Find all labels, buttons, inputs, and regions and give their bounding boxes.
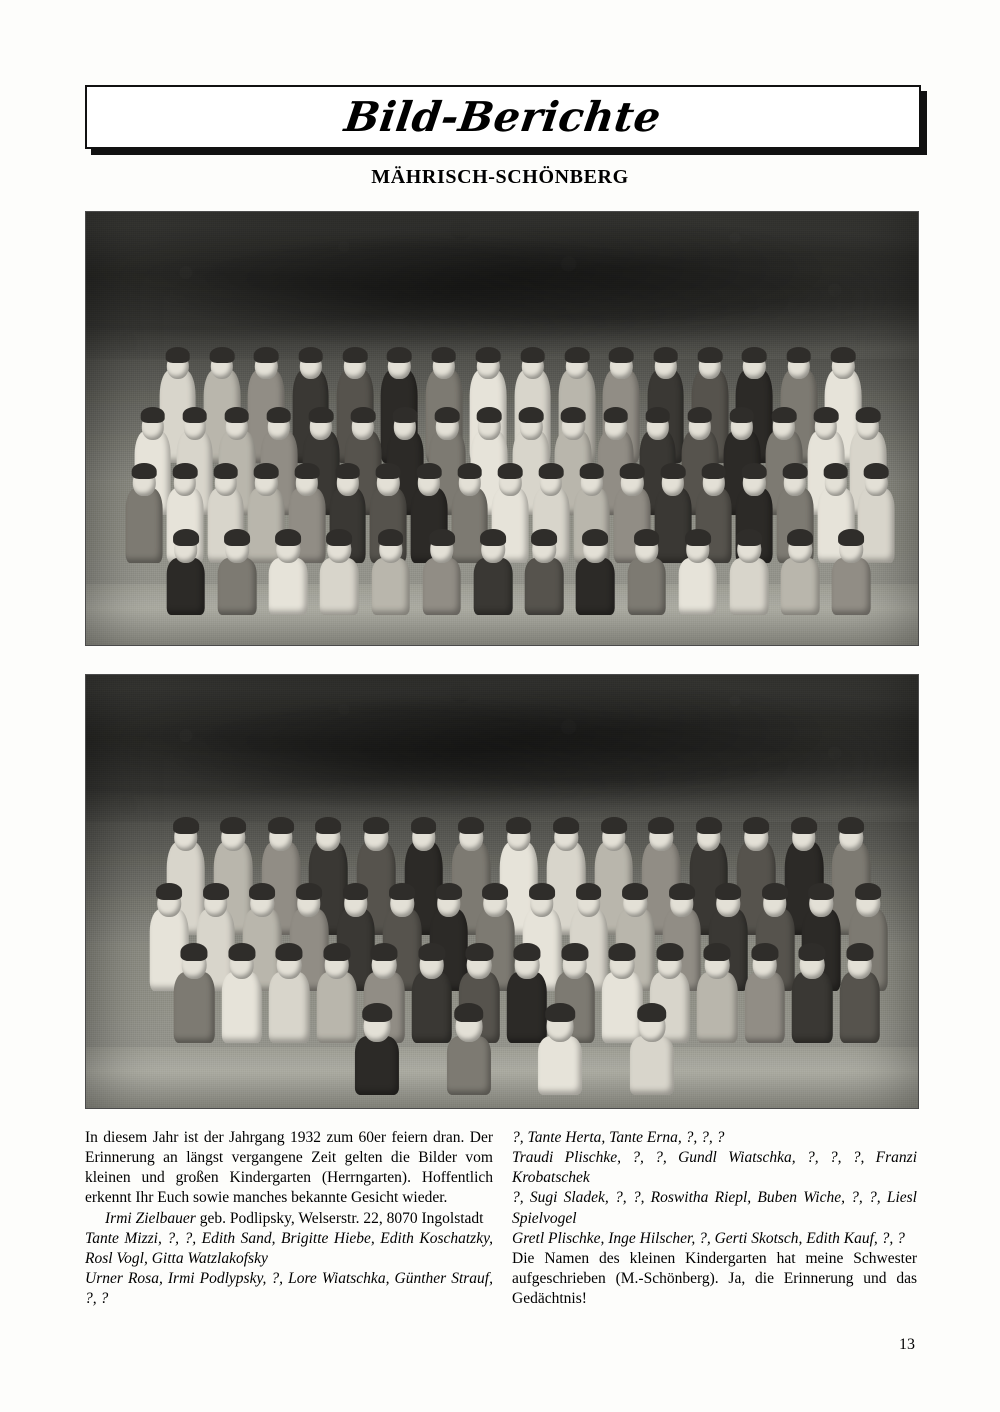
person-hair: [799, 943, 826, 961]
person-hair: [182, 407, 207, 423]
person-hair: [742, 347, 767, 363]
person-torso: [355, 1036, 399, 1095]
person-figure: [353, 1000, 401, 1095]
person-hair: [743, 817, 769, 834]
person-hair: [224, 407, 249, 423]
person-hair: [343, 347, 368, 363]
caption-column-right: [512, 1128, 917, 1309]
signature-address: geb. Podlipsky, Welserstr. 22, 8070 Ingolstadt: [195, 1209, 484, 1227]
person-figure: [574, 523, 616, 615]
person-hair: [431, 347, 456, 363]
person-hair: [565, 347, 590, 363]
person-torso: [371, 558, 410, 615]
person-hair: [729, 407, 754, 423]
person-hair: [620, 463, 645, 479]
person-hair: [363, 817, 389, 834]
person-hair: [371, 943, 398, 961]
person-hair: [634, 529, 660, 546]
person-hair: [529, 883, 555, 900]
person-hair: [476, 347, 501, 363]
person-torso: [174, 972, 214, 1043]
person-figure: [523, 523, 565, 615]
person-hair: [669, 883, 695, 900]
person-figure: [172, 928, 216, 1043]
person-hair: [132, 463, 157, 479]
person-hair: [786, 347, 811, 363]
person-figure: [216, 523, 258, 615]
person-figure: [445, 1000, 493, 1095]
person-figure: [743, 928, 787, 1043]
person-figure: [267, 928, 311, 1043]
person-hair: [653, 347, 678, 363]
person-hair: [864, 463, 889, 479]
person-torso: [218, 558, 257, 615]
person-hair: [787, 529, 813, 546]
person-torso: [538, 1036, 582, 1095]
person-torso: [221, 972, 261, 1043]
person-hair: [637, 1003, 667, 1022]
person-figure: [779, 523, 821, 615]
person-figure: [695, 928, 739, 1043]
person-hair: [156, 883, 182, 900]
person-hair: [783, 463, 808, 479]
person-hair: [477, 407, 502, 423]
person-hair: [791, 817, 817, 834]
name-list-right-1: ?, Tante Herta, Tante Erna, ?, ?, ?: [512, 1129, 725, 1146]
person-figure: [628, 1000, 676, 1095]
person-hair: [268, 817, 294, 834]
person-torso: [474, 558, 513, 615]
section-heading: MÄHRISCH-SCHÖNBERG: [371, 166, 629, 188]
person-hair: [814, 407, 839, 423]
person-torso: [730, 558, 769, 615]
person-hair: [254, 463, 279, 479]
person-hair: [839, 529, 865, 546]
person-torso: [269, 558, 308, 615]
person-figure: [536, 1000, 584, 1095]
person-hair: [203, 883, 229, 900]
caption-paragraph-intro: In diesem Jahr ist der Jahrgang 1932 zum 60er feiern dran. Der Erinnerung an längst vergangene Zeit gelten die Bilder vom kleinen und großen Kindergarten (Herrngarten). Hoffentlich erkennt Ihr Euch sowie manches bekannte Gesicht wieder.: [85, 1129, 493, 1207]
name-list-right-3: ?, Sugi Sladek, ?, ?, Roswitha Riepl, Buben Wiche, ?, ?, Liesl Spielvogel: [512, 1189, 917, 1227]
person-torso: [269, 972, 309, 1043]
person-hair: [715, 883, 741, 900]
person-hair: [249, 883, 275, 900]
person-hair: [436, 883, 462, 900]
caption-column-left: [85, 1128, 493, 1309]
person-figure: [315, 928, 359, 1043]
person-figure: [124, 443, 164, 563]
person-figure: [838, 928, 882, 1043]
person-figure: [318, 523, 360, 615]
person-hair: [343, 883, 369, 900]
caption-paragraph-closing: Die Namen des kleinen Kindergarten hat meine Schwester aufgeschrieben (M.-Schönberg). Ja, die Erinnerung und das Gedächtnis!: [512, 1249, 917, 1308]
person-hair: [276, 943, 303, 961]
person-figure: [472, 523, 514, 615]
person-hair: [520, 347, 545, 363]
person-hair: [762, 883, 788, 900]
person-figure: [626, 523, 668, 615]
person-torso: [320, 558, 359, 615]
signature-name: Irmi Zielbauer: [105, 1209, 196, 1227]
person-hair: [704, 943, 731, 961]
name-list-left-2: Urner Rosa, Irmi Podlypsky, ?, Lore Wiatschka, Günther Strauf, ?, ?: [85, 1269, 493, 1308]
person-hair: [498, 463, 523, 479]
name-list-right-2: Traudi Plischke, ?, ?, Gundl Wiatschka, ?, ?, ?, Franzi Krobatschek: [512, 1149, 917, 1187]
person-hair: [698, 347, 723, 363]
person-torso: [627, 558, 666, 615]
person-hair: [531, 529, 557, 546]
person-hair: [429, 529, 455, 546]
person-hair: [417, 463, 442, 479]
person-torso: [317, 972, 357, 1043]
person-hair: [685, 529, 711, 546]
person-hair: [846, 943, 873, 961]
person-hair: [378, 529, 404, 546]
person-hair: [742, 463, 767, 479]
person-hair: [335, 463, 360, 479]
person-hair: [545, 1003, 575, 1022]
person-figure: [165, 523, 207, 615]
person-hair: [435, 407, 460, 423]
person-hair: [751, 943, 778, 961]
masthead-banner: [85, 85, 921, 149]
person-figure: [267, 523, 309, 615]
person-hair: [309, 407, 334, 423]
person-hair: [583, 529, 609, 546]
person-hair: [254, 347, 279, 363]
person-torso: [525, 558, 564, 615]
person-hair: [609, 347, 634, 363]
person-hair: [173, 463, 198, 479]
person-hair: [165, 347, 190, 363]
person-torso: [126, 488, 163, 562]
person-figure: [830, 523, 872, 615]
person-hair: [275, 529, 301, 546]
person-torso: [840, 972, 880, 1043]
person-hair: [389, 883, 415, 900]
person-hair: [661, 463, 686, 479]
person-hair: [387, 347, 412, 363]
person-figure: [790, 928, 834, 1043]
person-hair: [772, 407, 797, 423]
person-hair: [411, 817, 437, 834]
person-hair: [296, 883, 322, 900]
person-hair: [622, 883, 648, 900]
person-hair: [323, 943, 350, 961]
person-hair: [267, 407, 292, 423]
person-hair: [482, 883, 508, 900]
person-hair: [561, 407, 586, 423]
person-hair: [645, 407, 670, 423]
person-hair: [220, 817, 246, 834]
person-hair: [656, 943, 683, 961]
person-hair: [228, 943, 255, 961]
photo-scene-large: [86, 212, 918, 645]
person-hair: [466, 943, 493, 961]
person-hair: [513, 943, 540, 961]
person-torso: [423, 558, 462, 615]
masthead-title: Bild-Berichte: [341, 93, 665, 141]
person-hair: [809, 883, 835, 900]
person-hair: [181, 943, 208, 961]
person-torso: [781, 558, 820, 615]
person-torso: [697, 972, 737, 1043]
person-torso: [792, 972, 832, 1043]
person-hair: [213, 463, 238, 479]
person-hair: [579, 463, 604, 479]
person-hair: [224, 529, 250, 546]
person-hair: [418, 943, 445, 961]
person-hair: [457, 463, 482, 479]
photo-scene-small: [86, 675, 918, 1108]
person-hair: [173, 529, 199, 546]
name-list-right-4: Gretl Plischke, Inge Hilscher, ?, Gerti Skotsch, Edith Kauf, ?, ?: [512, 1229, 905, 1247]
person-hair: [856, 407, 881, 423]
person-hair: [210, 347, 235, 363]
person-hair: [480, 529, 506, 546]
person-hair: [539, 463, 564, 479]
person-hair: [608, 943, 635, 961]
person-hair: [506, 817, 532, 834]
person-hair: [140, 407, 165, 423]
person-hair: [839, 817, 865, 834]
person-hair: [736, 529, 762, 546]
kindergarten-group-photo-small: [85, 674, 919, 1109]
person-hair: [701, 463, 726, 479]
person-hair: [327, 529, 353, 546]
page-number: 13: [899, 1336, 915, 1353]
person-hair: [393, 407, 418, 423]
person-torso: [447, 1036, 491, 1095]
person-hair: [553, 817, 579, 834]
person-figure: [728, 523, 770, 615]
kindergarten-group-photo-large: [85, 211, 919, 646]
person-torso: [679, 558, 718, 615]
person-torso: [167, 558, 206, 615]
person-hair: [603, 407, 628, 423]
person-hair: [687, 407, 712, 423]
person-hair: [576, 883, 602, 900]
person-hair: [855, 883, 881, 900]
person-hair: [298, 347, 323, 363]
person-hair: [519, 407, 544, 423]
person-hair: [696, 817, 722, 834]
person-hair: [173, 817, 199, 834]
person-hair: [831, 347, 856, 363]
person-figure: [677, 523, 719, 615]
person-torso: [630, 1036, 674, 1095]
person-hair: [454, 1003, 484, 1022]
person-hair: [295, 463, 320, 479]
person-hair: [351, 407, 376, 423]
person-hair: [561, 943, 588, 961]
person-figure: [421, 523, 463, 615]
person-hair: [362, 1003, 392, 1022]
person-hair: [648, 817, 674, 834]
person-torso: [832, 558, 871, 615]
name-list-left-1: Tante Mizzi, ?, ?, Edith Sand, Brigitte Hiebe, Edith Koschatzky, Rosl Vogl, Gitta Watzlakofsky: [85, 1229, 493, 1267]
person-torso: [576, 558, 615, 615]
person-hair: [823, 463, 848, 479]
person-hair: [458, 817, 484, 834]
person-torso: [744, 972, 784, 1043]
person-hair: [316, 817, 342, 834]
person-hair: [376, 463, 401, 479]
caption-signature-line: [85, 1209, 493, 1229]
person-figure: [220, 928, 264, 1043]
person-figure: [370, 523, 412, 615]
person-hair: [601, 817, 627, 834]
